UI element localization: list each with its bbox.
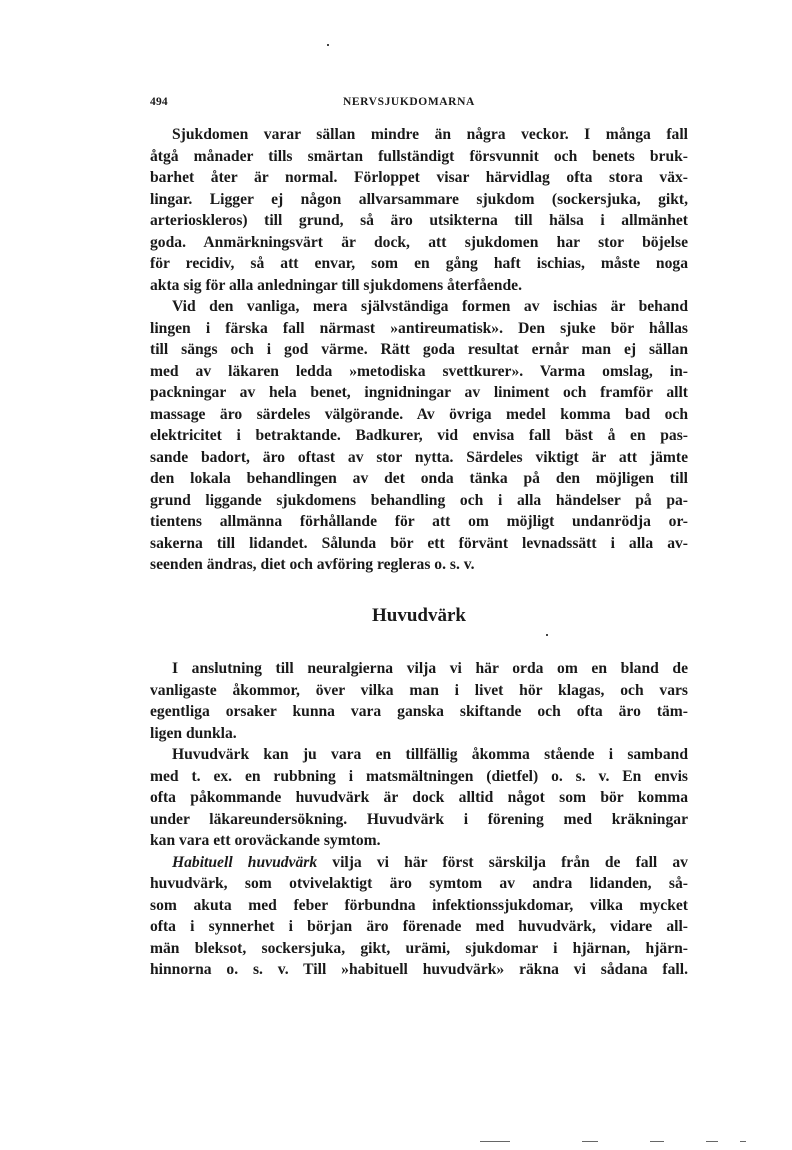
text-line: under läkareundersökning. Huvudvärk i förening med kräkningar [150, 810, 688, 828]
text-line: sakerna till lidandet. Sålunda bör ett förvänt levnadssätt i alla av- [150, 534, 688, 552]
text-line: grund liggande sjukdomens behandling och i alla händelser på pa- [150, 491, 688, 509]
text-line: I anslutning till neuralgierna vilja vi här orda om en bland de [172, 660, 688, 677]
text-line: ofta påkommande huvudvärk är dock alltid något som bör komma [150, 789, 688, 806]
print-speck [546, 634, 548, 636]
page-number: 494 [150, 96, 168, 108]
text-line: män bleksot, sockersjuka, gikt, urämi, sjukdomar i hjärnan, hjärn- [150, 939, 688, 957]
scan-artifact [480, 1141, 510, 1142]
text-line: ofta i synnerhet i början äro förenade med huvudvärk, vidare all- [150, 918, 688, 935]
scan-artifact [706, 1141, 718, 1142]
text-line: huvudvärk, som otvivelaktigt äro symtom av andra lidanden, så- [150, 875, 688, 892]
text-line: goda. Anmärkningsvärt är dock, att sjukdomen har stor böjelse [150, 233, 688, 251]
text-line: den lokala behandlingen av det onda tänka på den möjligen till [150, 470, 688, 487]
text-line: med t. ex. en rubbning i matsmältningen (dietfel) o. s. v. En envis [150, 767, 688, 785]
text-line: tientens allmänna förhållande för att om möjligt undanrödja or- [150, 513, 688, 530]
text-line: sande badort, äro oftast av stor nytta. Särdeles viktigt är att jämte [150, 448, 688, 466]
text-line: arterioskleros) till grund, så äro utsikterna till hälsa i allmänhet [150, 212, 688, 229]
text-line: seenden ändras, diet och avföring regleras o. s. v. [150, 556, 475, 573]
text-line: packningar av hela benet, ingnidningar av liniment och framför allt [150, 384, 688, 401]
text-line: massage äro särdeles välgörande. Av övriga medel komma bad och [150, 405, 688, 423]
running-title: NERVSJUKDOMARNA [343, 96, 475, 108]
scan-artifact [740, 1141, 746, 1142]
text-line: kan vara ett oroväckande symtom. [150, 832, 381, 849]
text-line: åtgå månader tills smärtan fullständigt försvunnit och benets bruk- [150, 147, 688, 165]
ischias-treatment-text [150, 124, 688, 576]
text-line: egentliga orsaker kunna vara ganska skiftande och ofta äro täm- [150, 703, 688, 720]
text-line: lingen i färska fall närmast »antireumatisk». Den sjuke bör hållas [150, 319, 688, 337]
text-line: elektricitet i betraktande. Badkurer, vid envisa fall bäst å en pas- [150, 427, 688, 444]
text-line [150, 852, 688, 874]
text-line: för recidiv, så att envar, som en gång haft ischias, måste noga [150, 255, 688, 272]
text-line: Sjukdomen varar sällan mindre än några veckor. I många fall [172, 126, 688, 143]
text-line: Vid den vanliga, mera självständiga formen av ischias är behand [172, 298, 688, 315]
text-line: hinnorna o. s. v. Till »habituell huvudvärk» räkna vi sådana fall. [150, 961, 688, 978]
text-line: Huvudvärk kan ju vara en tillfällig åkomma stående i samband [172, 746, 688, 763]
scan-artifact [582, 1141, 598, 1142]
text-line: barhet åter är normal. Förloppet visar härvidlag ofta stora väx- [150, 169, 688, 186]
scan-artifact [650, 1141, 664, 1142]
text-line: med av läkaren ledda »metodiska svettkurer». Varma omslag, in- [150, 362, 688, 380]
section-heading: Huvudvärk [372, 605, 466, 626]
print-speck [327, 44, 329, 46]
page-header [150, 96, 690, 112]
huvudvark-text [150, 658, 688, 981]
text-line: som akuta med feber förbundna infektionssjukdomar, vilka mycket [150, 896, 688, 914]
text-line: ligen dunkla. [150, 724, 237, 742]
italic-term: Habituell huvudvärk [172, 853, 318, 871]
text-fragment: vilja vi här först särskilja från de fall av [332, 853, 688, 871]
text-line: akta sig för alla anledningar till sjukdomens återfående. [150, 276, 522, 294]
text-line: vanligaste åkommor, över vilka man i livet hör klagas, och vars [150, 681, 688, 699]
text-line: till sängs och i god värme. Rätt goda resultat ernår man ej sällan [150, 341, 688, 358]
text-line: lingar. Ligger ej någon allvarsammare sjukdom (sockersjuka, gikt, [150, 190, 688, 208]
